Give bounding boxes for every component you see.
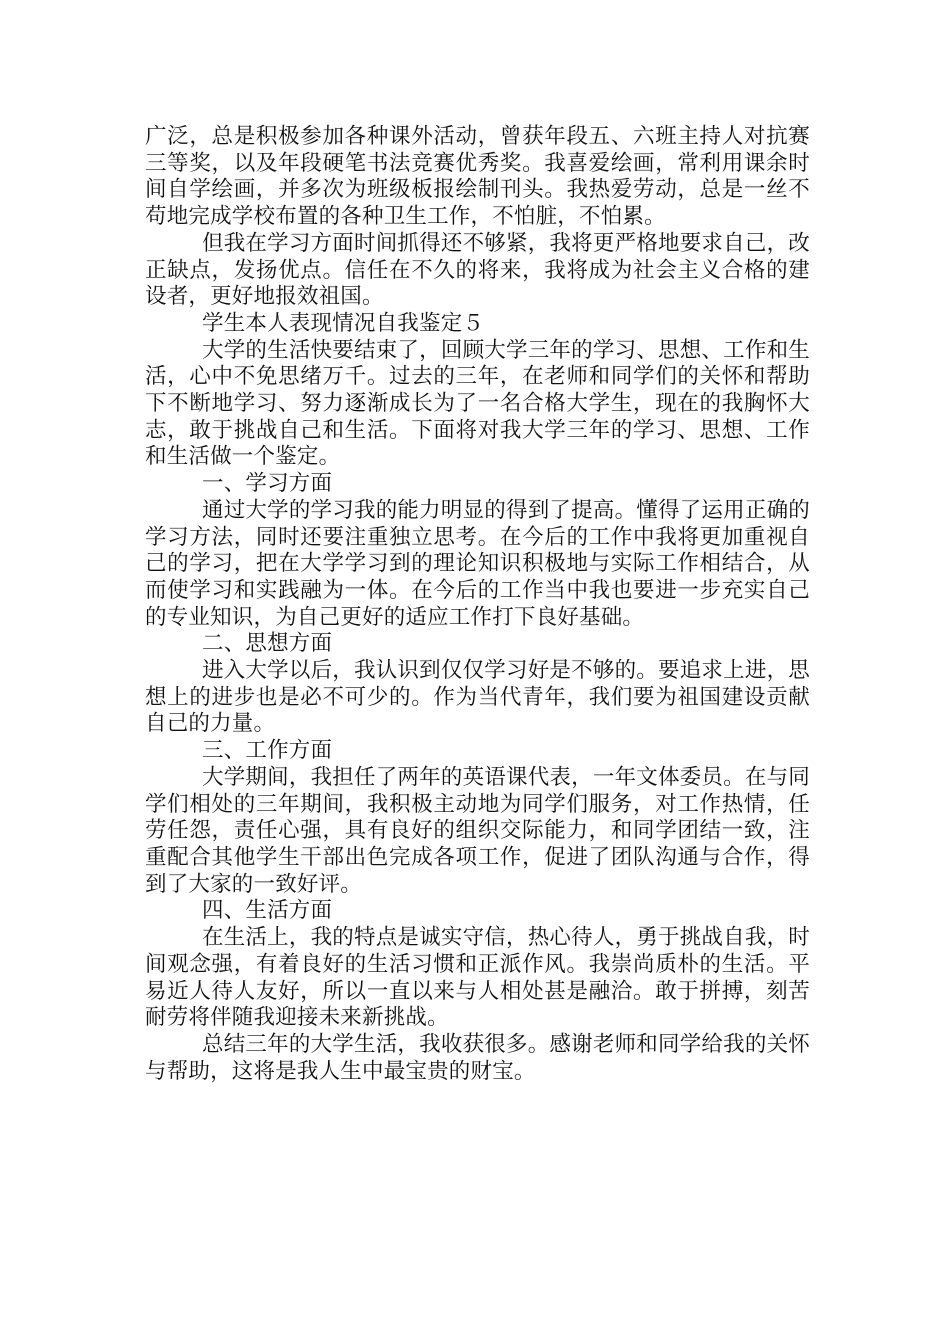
heading-thought: 二、思想方面 — [202, 631, 333, 657]
section-title-self-appraisal-5: 学生本人表现情况自我鉴定５ — [202, 310, 485, 336]
paragraph-university-intro: 大学的生活快要结束了，回顾大学三年的学习、思想、工作和生活，心中不免思绪万千。过去的三年，在老师和同学们的关怀和帮助下不断地学习、努力逐渐成长为了一名合格大学生，现在的我胸怀大志，敢于挑战自己和生活。下面将对我大学三年的学习、思想、工作和生活做一个鉴定。 — [145, 337, 810, 470]
document-body — [145, 124, 810, 1085]
paragraph-study-improvement: 但我在学习方面时间抓得还不够紧，我将更严格地要求自己，改正缺点，发扬优点。信任在不久的将来，我将成为社会主义合格的建设者，更好地报效祖国。 — [145, 230, 810, 310]
paragraph-thought: 进入大学以后，我认识到仅仅学习好是不够的。要追求上进，思想上的进步也是必不可少的。作为当代青年，我们要为祖国建设贡献自己的力量。 — [145, 658, 810, 737]
paragraph-work: 大学期间，我担任了两年的英语课代表，一年文体委员。在与同学们相处的三年期间，我积极主动地为同学们服务，对工作热情，任劳任怨，责任心强，具有良好的组织交际能力，和同学团结一致，注重配合其他学生干部出色完成各项工作，促进了团队沟通与合作，得到了大家的一致好评。 — [145, 764, 810, 897]
paragraph-study: 通过大学的学习我的能力明显的得到了提高。懂得了运用正确的学习方法，同时还要注重独立思考。在今后的工作中我将更加重视自己的学习，把在大学学习到的理论知识积极地与实际工作相结合，从而使学习和实践融为一体。在今后的工作当中我也要进一步充实自己的专业知识，为自己更好的适应工作打下良好基础。 — [145, 497, 810, 630]
paragraph-life: 在生活上，我的特点是诚实守信，热心待人，勇于挑战自我，时间观念强，有着良好的生活习惯和正派作风。我崇尚质朴的生活。平易近人待人友好，所以一直以来与人相处甚是融洽。敢于拼搏，刻苦耐劳将伴随我迎接未来新挑战。 — [145, 925, 810, 1031]
paragraph-summary: 总结三年的大学生活，我收获很多。感谢老师和同学给我的关怀与帮助，这将是我人生中最宝贵的财宝。 — [145, 1031, 810, 1084]
paragraph-continued-activities: 广泛，总是积极参加各种课外活动，曾获年段五、六班主持人对抗赛三等奖，以及年段硬笔书法竞赛优秀奖。我喜爱绘画，常利用课余时间自学绘画，并多次为班级板报绘制刊头。我热爱劳动，总是一丝不苟地完成学校布置的各种卫生工作，不怕脏，不怕累。 — [145, 124, 810, 230]
heading-study: 一、学习方面 — [202, 471, 333, 497]
heading-life: 四、生活方面 — [202, 898, 333, 924]
heading-work: 三、工作方面 — [202, 738, 333, 764]
